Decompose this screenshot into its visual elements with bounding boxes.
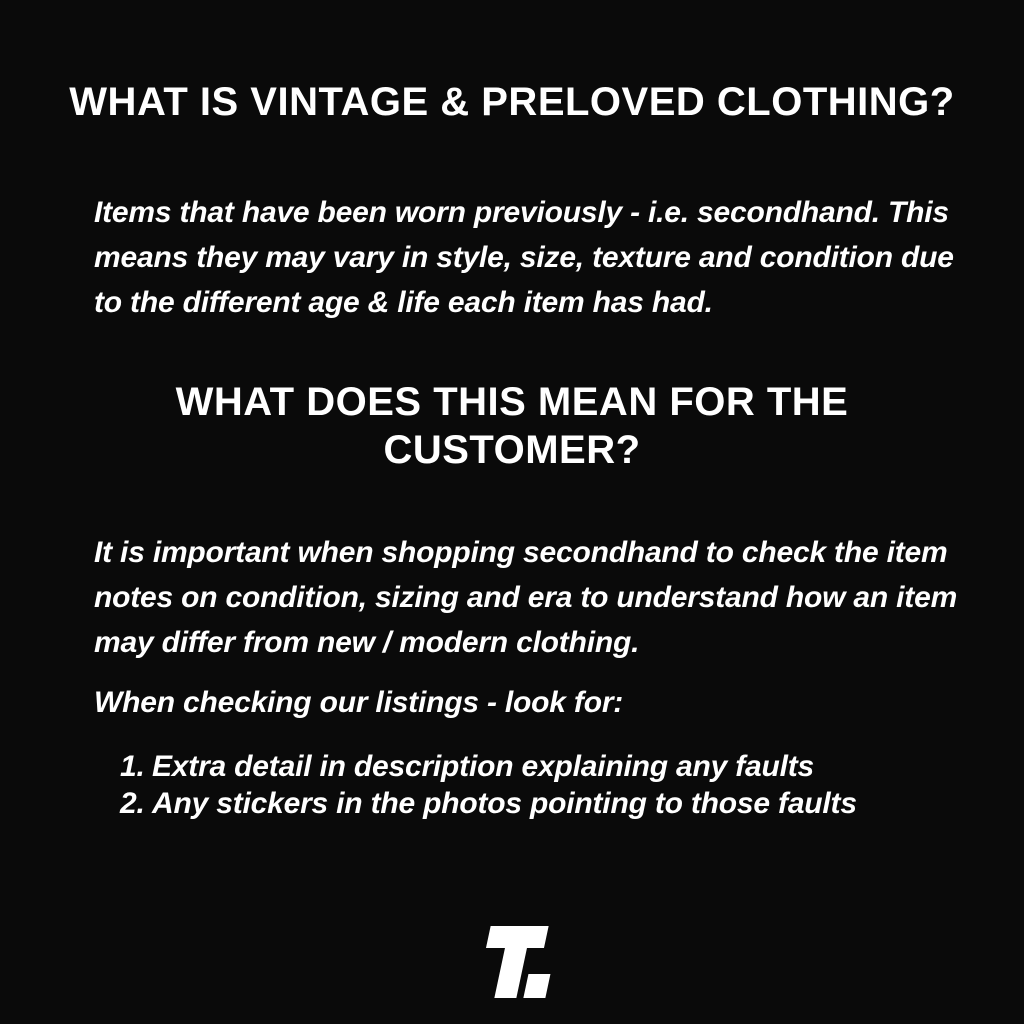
- primary-heading: WHAT IS VINTAGE & PRELOVED CLOTHING?: [69, 80, 955, 124]
- brand-logo: [471, 926, 553, 998]
- intro-paragraph: Items that have been worn previously - i.e. secondhand. This means they may vary in style, size, texture and condition due to the different age & life each item has had.: [94, 196, 954, 319]
- logo-t-dot: [523, 974, 550, 998]
- secondary-heading: WHAT DOES THIS MEAN FOR THE CUSTOMER?: [175, 380, 849, 472]
- checklist-item-2: [120, 785, 980, 822]
- checklist-item-text: Any stickers in the photos pointing to those faults: [152, 787, 857, 820]
- checklist-item-text: Extra detail in description explaining any faults: [152, 750, 815, 783]
- logo-t-stem: [494, 948, 527, 998]
- checklist-item-1: [120, 748, 980, 785]
- logo-t-icon: [463, 926, 560, 998]
- fault-checklist: [120, 748, 980, 822]
- logo-text: [471, 998, 472, 999]
- checklist-item-number: 2.: [120, 787, 145, 820]
- checklist-item-number: 1.: [120, 750, 145, 783]
- logo-t-bar: [486, 926, 549, 948]
- listings-intro-line: When checking our listings - look for:: [94, 686, 624, 719]
- customer-paragraph: It is important when shopping secondhand to check the item notes on condition, sizing and era to understand how an item may differ from new / modern clothing.: [94, 536, 958, 659]
